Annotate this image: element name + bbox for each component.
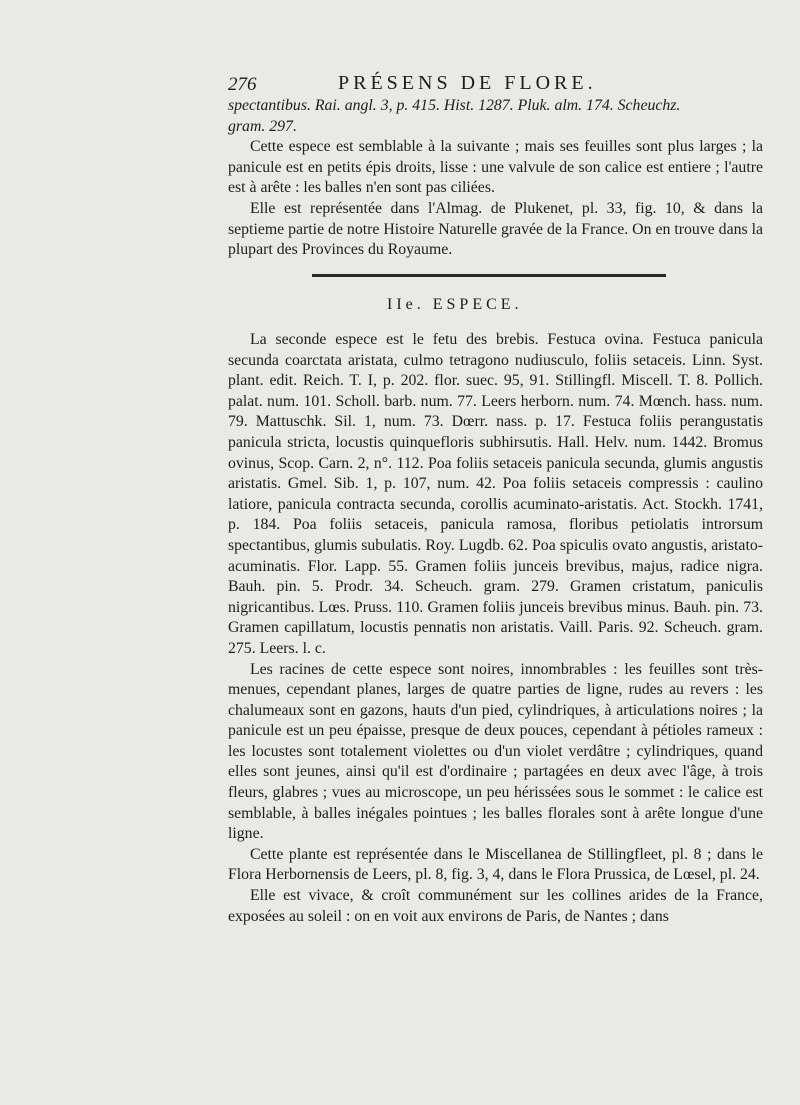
paragraph-representation-first-species: Elle est représentée dans l'Almag. de Plukenet, pl. 33, fig. 10, & dans la septieme partie de notre Histoire Naturelle gravée de la France. On en trouve dans la plupart des Provinces du Royaume. <box>228 199 763 259</box>
section-divider-rule <box>312 274 666 277</box>
paragraph-description-first-species: Cette espece est semblable à la suivante ; mais ses feuilles sont plus larges ; la panicule est en petits épis droits, lisse : une valvule de son calice est entiere ; l'autre est à arête : les balles n'en sont pas ciliées. <box>228 138 763 197</box>
paragraph-habitat: Elle est vivace, & croît communément sur les collines arides de la France, exposées au soleil : on en voit aux environs de Paris, de Nantes ; dans <box>228 887 763 925</box>
citation-line-2: gram. 297. <box>228 117 297 135</box>
page-number: 276 <box>228 74 257 95</box>
paragraph-figure-references: Cette plante est représentée dans le Miscellanea de Stillingfleet, pl. 8 ; dans le Flora Herbornensis de Leers, pl. 8, fig. 3, 4, dans le Flora Prussica, de Lœsel, pl. 24. <box>228 845 763 884</box>
paragraph-description: Les racines de cette espece sont noires, innombrables : les feuilles sont très-menues, cependant planes, larges de quatre parties de ligne, rudes au revers : les chalumeaux sont en gazons, hauts d'un pied, cylindriques, à articulations noires ; la panicule est un peu épaisse, presque de deux pouces, cependant à pétioles rameux : les locustes sont totalement violettes ou d'un violet verdâtre ; cylindriques, quand elles sont jeunes, ainsi qu'il est d'ordinaire ; partagées en deux avec l'âge, à trois fleurs, glabres ; vues au microscope, un peu hérissées sous le sommet : le calice est semblable, à balles inégales pointues ; les balles florales sont à arête longue d'une ligne. <box>228 660 763 843</box>
section-heading: IIe. ESPECE. <box>387 296 523 313</box>
top-text-block <box>228 96 763 261</box>
citation-line-1: spectantibus. Rai. angl. 3, p. 415. Hist. 1287. Pluk. alm. 174. Scheuchz. <box>228 97 681 114</box>
paragraph-synonymy: La seconde espece est le fetu des brebis. Festuca ovina. Festuca panicula secunda coarctata aristata, culmo tetragono nudiusculo, foliis setaceis. Linn. Syst. plant. edit. Reich. T. I, p. 202. flor. suec. 95, 91. Stillingfl. Miscell. T. 8. Pollich. palat. num. 101. Scholl. barb. num. 77. Leers herborn. num. 74. Mœnch. hass. num. 79. Mattuschk. Sil. 1, num. 73. Dœrr. nass. p. 17. Festuca foliis perangustatis panicula stricta, locustis quinquefloris subhirsutis. Hall. Helv. num. 1442. Bromus ovinus, Scop. Carn. 2, n°. 112. Poa foliis setaceis panicula secunda, glumis angustis aristatis. Gmel. Sib. 1, p. 107, num. 42. Poa foliis setaceis compressis : caulino latiore, panicula contracta secunda, corollis acuminato-aristatis. Act. Stockh. 1741, p. 184. Poa foliis setaceis, panicula ramosa, floribus petiolatis introrsum spectantibus, glumis subulatis. Roy. Lugdb. 62. Poa spiculis ovato angustis, aristato-acuminatis. Flor. Lapp. 55. Gramen foliis junceis brevibus, majus, radice nigra. Bauh. pin. 5. Prodr. 34. Scheuch. gram. 279. Gramen cristatum, paniculis nigricantibus. Lœs. Pruss. 110. Gramen foliis junceis brevibus minus. Bauh. pin. 73. Gramen capillatum, locustis pennatis non aristatis. Vaill. Paris. 92. Scheuch. gram. 275. Leers. l. c. <box>228 331 763 657</box>
bottom-text-block <box>228 330 763 927</box>
running-title: PRÉSENS DE FLORE. <box>338 72 597 94</box>
